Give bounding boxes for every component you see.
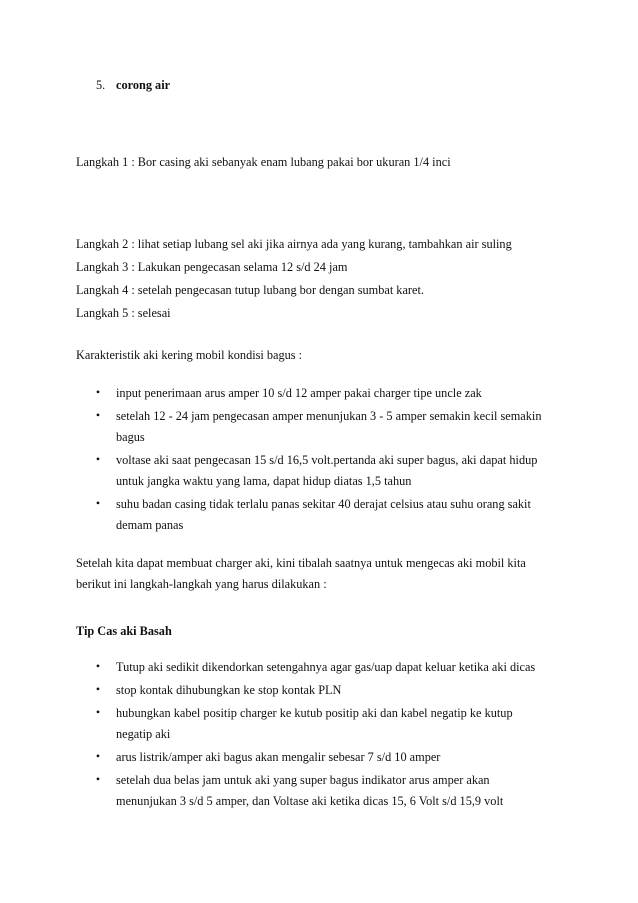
characteristic-item-continuation: bagus — [116, 430, 145, 444]
step-5: Langkah 5 : selesai — [76, 306, 171, 320]
bullet-icon: • — [95, 452, 101, 466]
step-3: Langkah 3 : Lakukan pengecasan selama 12 s/d 24 jam — [76, 260, 348, 274]
characteristic-item: setelah 12 - 24 jam pengecasan amper menunjukan 3 - 5 amper semakin kecil semakin — [116, 409, 542, 423]
tips-heading: Tip Cas aki Basah — [76, 624, 172, 638]
list-item-label: corong air — [116, 78, 171, 92]
bullet-icon: • — [95, 682, 101, 696]
bullet-icon: • — [95, 659, 101, 673]
tip-item-continuation: negatip aki — [116, 727, 171, 741]
intro-line-1: Setelah kita dapat membuat charger aki, kini tibalah saatnya untuk mengecas aki mobil kita — [76, 556, 526, 570]
bullet-icon: • — [95, 705, 101, 719]
tip-item: arus listrik/amper aki bagus akan mengalir sebesar 7 s/d 10 amper — [116, 750, 441, 764]
tip-item: hubungkan kabel positip charger ke kutub positip aki dan kabel negatip ke kutup — [116, 706, 513, 720]
list-number: 5. — [96, 78, 106, 92]
tip-item: stop kontak dihubungkan ke stop kontak PLN — [116, 683, 342, 697]
characteristic-item: voltase aki saat pengecasan 15 s/d 16,5 volt.pertanda aki super bagus, aki dapat hidup — [116, 453, 538, 467]
bullet-icon: • — [95, 496, 101, 510]
tip-item-continuation: menunjukan 3 s/d 5 amper, dan Voltase aki ketika dicas 15, 6 Volt s/d 15,9 volt — [116, 794, 504, 808]
bullet-icon: • — [95, 772, 101, 786]
bullet-icon: • — [95, 408, 101, 422]
characteristic-item: input penerimaan arus amper 10 s/d 12 amper pakai charger tipe uncle zak — [116, 386, 482, 400]
tip-item: setelah dua belas jam untuk aki yang super bagus indikator arus amper akan — [116, 773, 490, 787]
bullet-icon: • — [95, 385, 101, 399]
step-2: Langkah 2 : lihat setiap lubang sel aki jika airnya ada yang kurang, tambahkan air suling — [76, 237, 512, 251]
tip-item: Tutup aki sedikit dikendorkan setengahnya agar gas/uap dapat keluar ketika aki dicas — [116, 660, 536, 674]
characteristic-item-continuation: untuk jangka waktu yang lama, dapat hidup diatas 1,5 tahun — [116, 474, 412, 488]
characteristic-item-continuation: demam panas — [116, 518, 184, 532]
step-4: Langkah 4 : setelah pengecasan tutup lubang bor dengan sumbat karet. — [76, 283, 424, 297]
step-1: Langkah 1 : Bor casing aki sebanyak enam lubang pakai bor ukuran 1/4 inci — [76, 155, 451, 169]
characteristics-heading: Karakteristik aki kering mobil kondisi bagus : — [76, 348, 303, 362]
intro-line-2: berikut ini langkah-langkah yang harus dilakukan : — [76, 577, 327, 591]
characteristic-item: suhu badan casing tidak terlalu panas sekitar 40 derajat celsius atau suhu orang sakit — [116, 497, 531, 511]
bullet-icon: • — [95, 749, 101, 763]
